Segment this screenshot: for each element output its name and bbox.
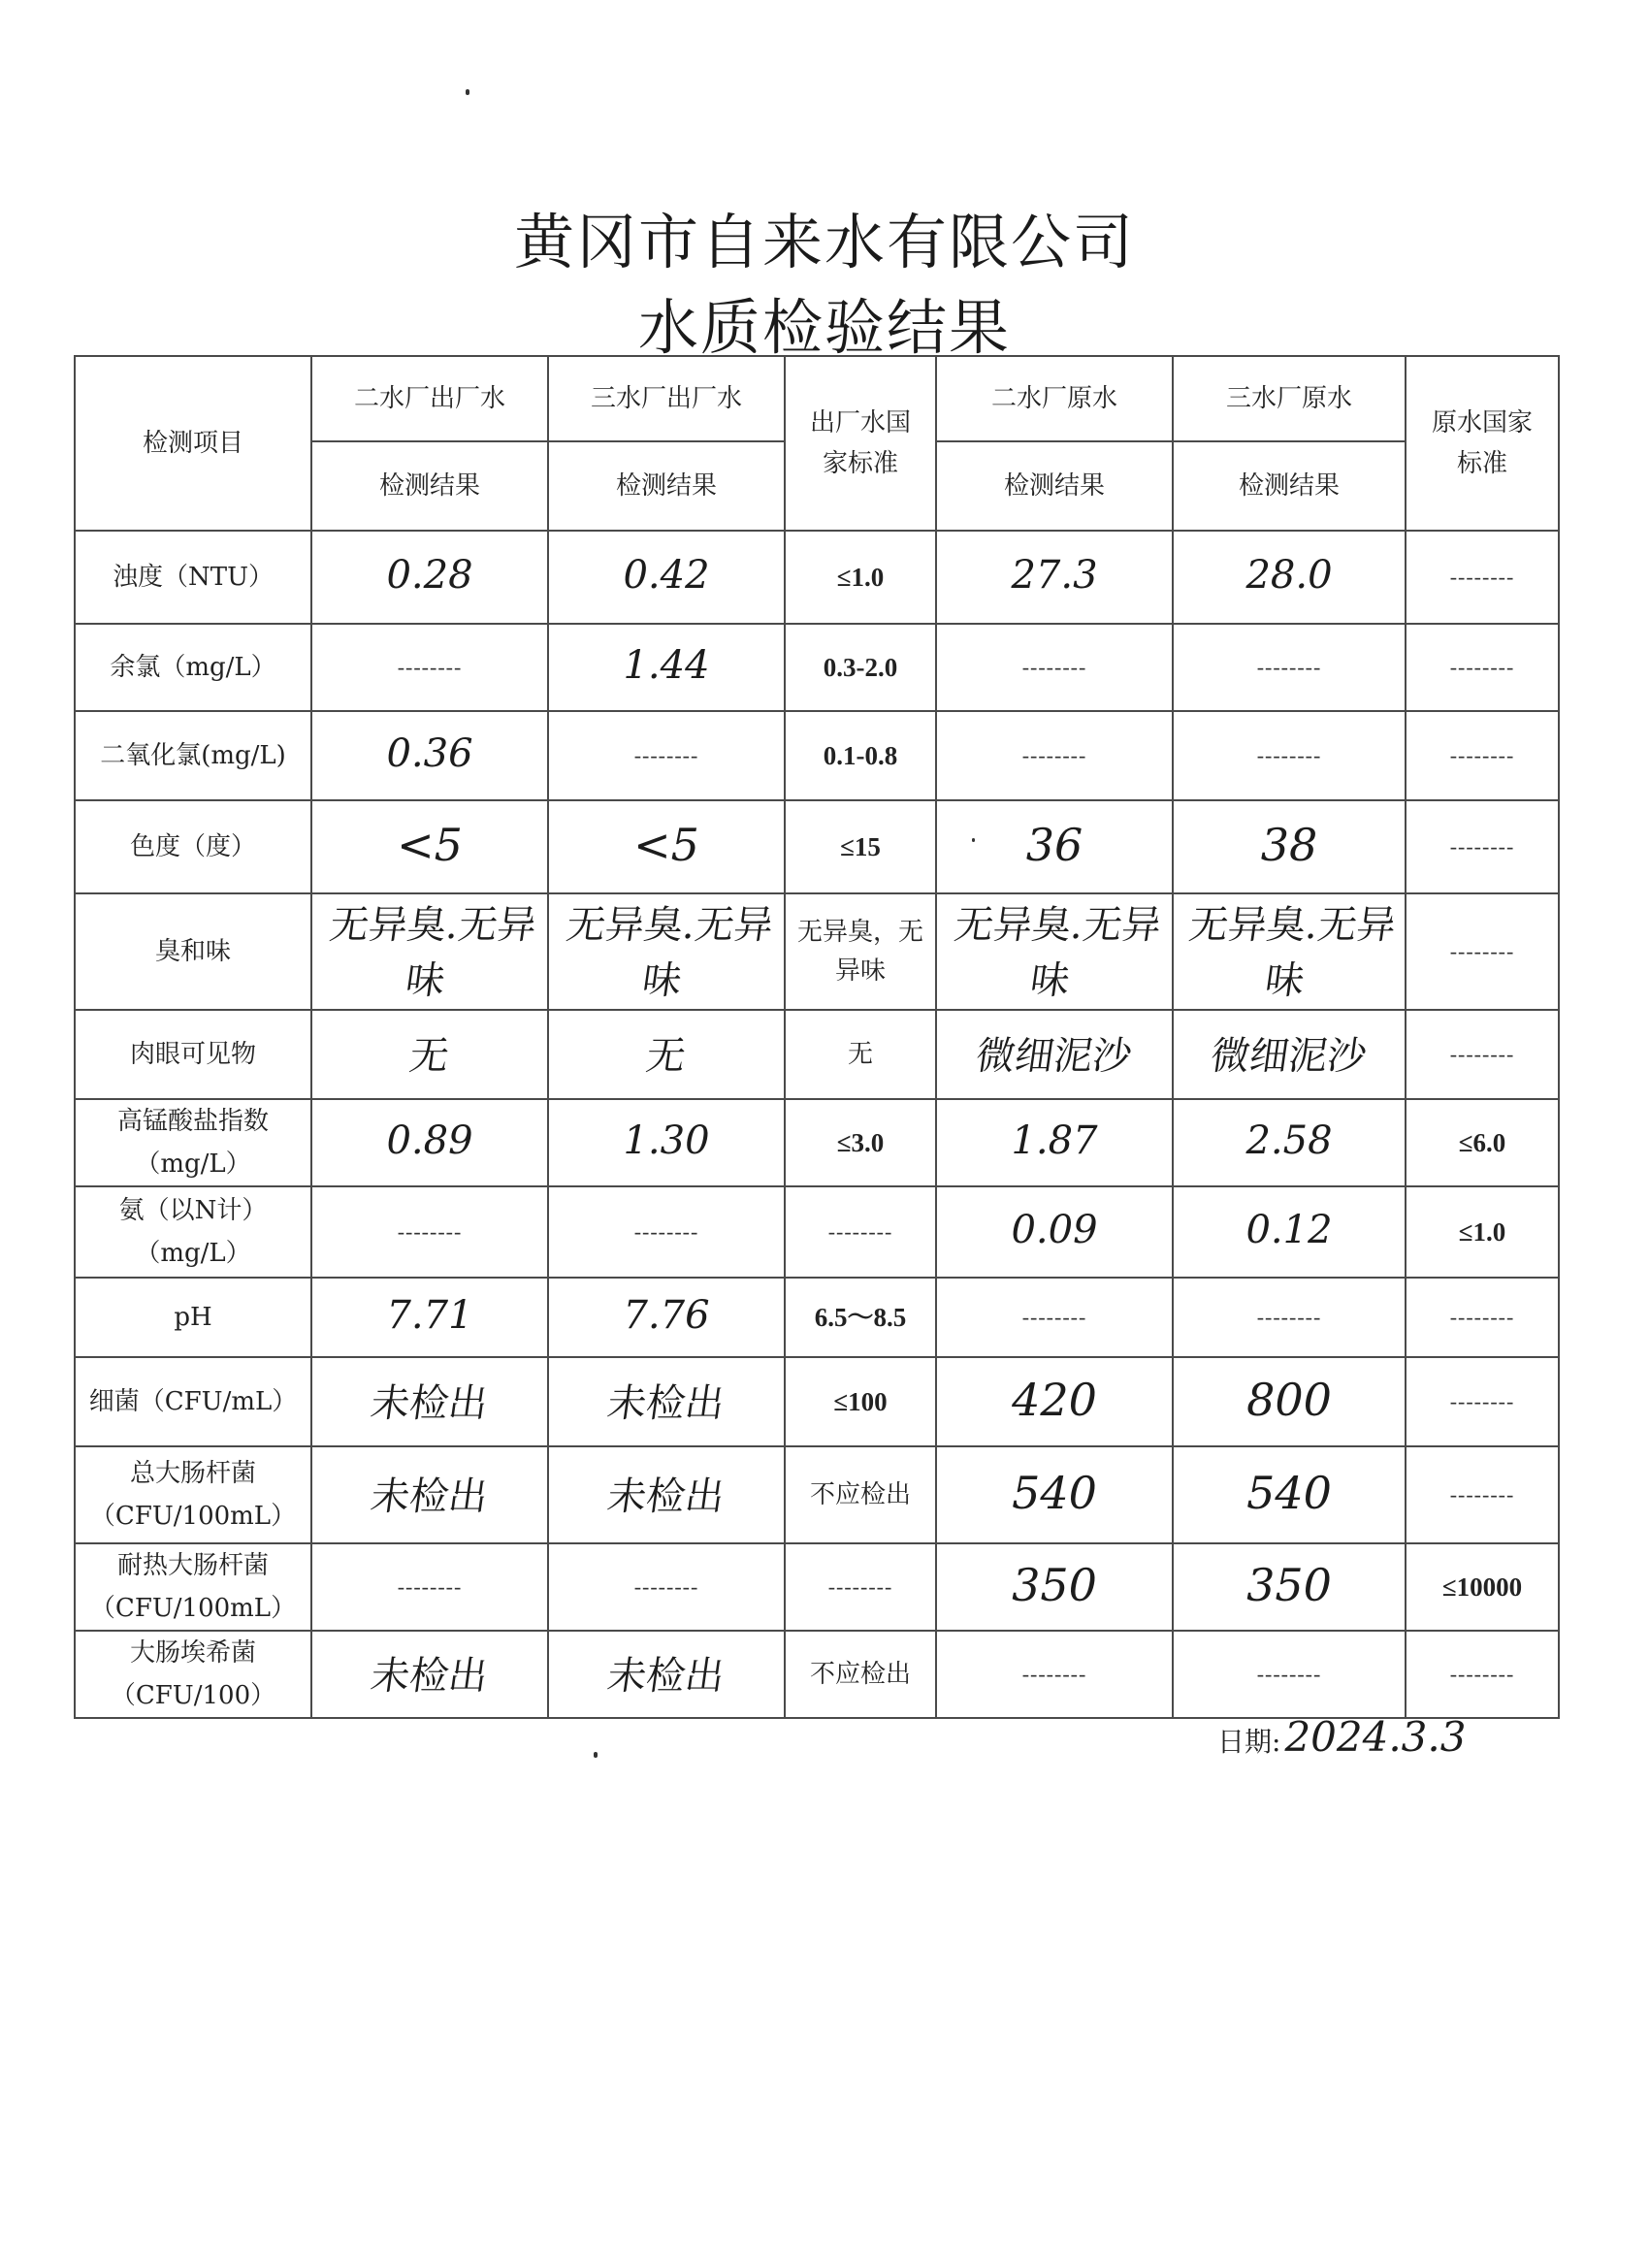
item-label: 臭和味 [154, 937, 231, 966]
cell-p3-raw [1173, 624, 1406, 711]
cell-raw-std [1406, 1357, 1559, 1446]
item-label: 肉眼可见物 [129, 1040, 256, 1069]
handwritten-result: 未检出 [368, 1380, 491, 1426]
table-row [75, 711, 1559, 800]
empty-value: -------- [1256, 1662, 1322, 1686]
handwritten-result: 0.42 [623, 553, 710, 598]
cell-p2-out [311, 1278, 548, 1357]
item-label: 色度（度） [129, 832, 256, 861]
scan-speck [594, 1752, 598, 1758]
empty-value: -------- [1449, 1662, 1515, 1686]
cell-p2-out [311, 1099, 548, 1186]
cell-p3-raw [1173, 1357, 1406, 1446]
cell-p3-raw [1173, 1099, 1406, 1186]
handwritten-result: 0.36 [386, 731, 473, 776]
handwritten-result: 27.3 [1011, 553, 1098, 598]
handwritten-result: 未检出 [368, 1474, 491, 1519]
standard-value: 0.3-2.0 [823, 653, 898, 682]
cell-p3-out [548, 1631, 785, 1718]
handwritten-result: 0.09 [1011, 1208, 1098, 1252]
cell-p2-out [311, 1631, 548, 1718]
standard-value: ≤6.0 [1458, 1128, 1506, 1157]
handwritten-result: 350 [1012, 1559, 1097, 1611]
empty-value: -------- [1021, 1305, 1087, 1329]
empty-value: -------- [1021, 743, 1087, 767]
cell-p2-out [311, 531, 548, 624]
header-item: 检测项目 [75, 356, 311, 531]
cell-out-std [785, 531, 936, 624]
standard-value: 无 [847, 1040, 873, 1069]
date-label: 日期: [1217, 1726, 1281, 1758]
handwritten-result: 未检出 [368, 1653, 491, 1699]
handwritten-result: 28.0 [1245, 553, 1333, 598]
empty-value: -------- [1449, 655, 1515, 679]
cell-p2-out [311, 1543, 548, 1631]
handwritten-result: 微细泥沙 [1208, 1033, 1370, 1079]
cell-out-std [785, 1278, 936, 1357]
item-label: pH [174, 1303, 212, 1332]
cell-p3-out [548, 1278, 785, 1357]
handwritten-result: 微细泥沙 [973, 1033, 1135, 1079]
cell-p2-raw [936, 1099, 1173, 1186]
cell-out-std [785, 1543, 936, 1631]
table-row [75, 1010, 1559, 1099]
item-label: 二氧化氯(mg/L) [100, 741, 286, 770]
item-label: 氨（以N计）（mg/L） [118, 1196, 268, 1268]
scan-speck [972, 838, 975, 842]
cell-raw-std [1406, 1099, 1559, 1186]
header-plant3-raw: 三水厂原水 [1173, 356, 1406, 441]
table-row [75, 1099, 1559, 1186]
cell-p2-out [311, 1010, 548, 1099]
cell-p2-out [311, 800, 548, 893]
handwritten-result: 0.12 [1245, 1208, 1333, 1252]
standard-value: 0.1-0.8 [823, 741, 898, 770]
handwritten-result: 0.89 [386, 1118, 473, 1163]
cell-raw-std [1406, 624, 1559, 711]
cell-p3-out [548, 531, 785, 624]
subheader-result: 检测结果 [1173, 441, 1406, 531]
cell-item [75, 1186, 311, 1278]
empty-value: -------- [1449, 939, 1515, 963]
item-label: 细菌（CFU/mL） [88, 1387, 298, 1416]
cell-item [75, 624, 311, 711]
cell-p2-raw [936, 1446, 1173, 1543]
cell-p3-out [548, 893, 785, 1010]
header-out-standard: 出厂水国家标准 [785, 356, 936, 531]
table-row [75, 1186, 1559, 1278]
cell-p2-raw [936, 1186, 1173, 1278]
table-row [75, 1357, 1559, 1446]
cell-p3-out [548, 711, 785, 800]
cell-p3-raw [1173, 1631, 1406, 1718]
company-title: 黄冈市自来水有限公司 [513, 207, 1135, 277]
handwritten-result: <5 [397, 819, 463, 871]
cell-p3-out [548, 624, 785, 711]
table-row [75, 1278, 1559, 1357]
empty-value: -------- [1449, 1305, 1515, 1329]
handwritten-result: 7.76 [623, 1293, 710, 1338]
standard-value: ≤100 [833, 1387, 888, 1416]
empty-value: -------- [1021, 655, 1087, 679]
empty-value: -------- [1449, 743, 1515, 767]
cell-p3-raw [1173, 893, 1406, 1010]
cell-item [75, 893, 311, 1010]
cell-item [75, 1099, 311, 1186]
subheader-result: 检测结果 [936, 441, 1173, 531]
table-row [75, 531, 1559, 624]
header-plant2-raw: 二水厂原水 [936, 356, 1173, 441]
cell-p2-raw [936, 1357, 1173, 1446]
handwritten-result: 2.58 [1245, 1118, 1333, 1163]
table-row [75, 1543, 1559, 1631]
subheader-result: 检测结果 [548, 441, 785, 531]
cell-raw-std [1406, 1010, 1559, 1099]
cell-out-std [785, 1099, 936, 1186]
cell-p3-out [548, 1010, 785, 1099]
cell-p2-raw [936, 800, 1173, 893]
empty-value: -------- [1256, 1305, 1322, 1329]
cell-raw-std [1406, 1631, 1559, 1718]
date-value: 2024.3.3 [1284, 1713, 1467, 1761]
subheader-result: 检测结果 [311, 441, 548, 531]
handwritten-result: 无异臭.无异味 [326, 903, 540, 1003]
table-row [75, 1446, 1559, 1543]
cell-p2-raw [936, 1278, 1173, 1357]
cell-p3-raw [1173, 1543, 1406, 1631]
cell-p3-raw [1173, 1186, 1406, 1278]
empty-value: -------- [1449, 834, 1515, 859]
cell-p2-out [311, 624, 548, 711]
item-label: 余氯（mg/L） [110, 653, 276, 682]
empty-value: -------- [397, 655, 463, 679]
cell-p3-out [548, 1099, 785, 1186]
handwritten-result: 1.87 [1011, 1118, 1098, 1163]
cell-p2-raw [936, 893, 1173, 1010]
cell-p3-out [548, 1446, 785, 1543]
cell-p2-raw [936, 1010, 1173, 1099]
cell-p2-raw [936, 531, 1173, 624]
empty-value: -------- [1256, 743, 1322, 767]
cell-p2-raw [936, 624, 1173, 711]
handwritten-result: 800 [1246, 1374, 1332, 1426]
handwritten-result: <5 [633, 819, 699, 871]
item-label: 大肠埃希菌（CFU/100） [110, 1638, 276, 1710]
standard-value: ≤15 [840, 832, 881, 861]
cell-out-std [785, 1010, 936, 1099]
cell-item [75, 1357, 311, 1446]
cell-p3-out [548, 1357, 785, 1446]
cell-raw-std [1406, 1186, 1559, 1278]
empty-value: -------- [1021, 1662, 1087, 1686]
standard-value: ≤1.0 [1458, 1217, 1506, 1247]
handwritten-result: 1.30 [623, 1118, 710, 1163]
cell-raw-std [1406, 711, 1559, 800]
cell-item [75, 1631, 311, 1718]
water-quality-table [74, 355, 1560, 1719]
empty-value: -------- [633, 743, 699, 767]
handwritten-result: 350 [1246, 1559, 1332, 1611]
cell-raw-std [1406, 531, 1559, 624]
header-plant2-out: 二水厂出厂水 [311, 356, 548, 441]
empty-value: -------- [827, 1574, 893, 1599]
handwritten-result: 无异臭.无异味 [1185, 903, 1400, 1003]
cell-out-std [785, 893, 936, 1010]
handwritten-result: 未检出 [604, 1380, 728, 1426]
empty-value: -------- [1449, 1042, 1515, 1066]
header-plant3-out: 三水厂出厂水 [548, 356, 785, 441]
cell-p2-raw [936, 711, 1173, 800]
table-row [75, 1631, 1559, 1718]
cell-p2-raw [936, 1543, 1173, 1631]
handwritten-result: 无 [643, 1033, 689, 1079]
handwritten-result: 1.44 [623, 643, 710, 688]
standard-value: 不应检出 [809, 1660, 911, 1689]
cell-out-std [785, 624, 936, 711]
cell-out-std [785, 1357, 936, 1446]
handwritten-result: 未检出 [604, 1653, 728, 1699]
cell-p2-out [311, 1446, 548, 1543]
cell-item [75, 800, 311, 893]
item-label: 浊度（NTU） [112, 563, 274, 592]
cell-p3-raw [1173, 531, 1406, 624]
handwritten-result: 无异臭.无异味 [563, 903, 777, 1003]
standard-value: ≤3.0 [836, 1128, 885, 1157]
cell-p2-out [311, 1186, 548, 1278]
item-label: 高锰酸盐指数（mg/L） [116, 1107, 269, 1179]
cell-raw-std [1406, 800, 1559, 893]
header-raw-standard: 原水国家标准 [1406, 356, 1559, 531]
cell-item [75, 1543, 311, 1631]
cell-p3-raw [1173, 711, 1406, 800]
cell-item [75, 1010, 311, 1099]
cell-p2-out [311, 1357, 548, 1446]
empty-value: -------- [397, 1219, 463, 1244]
handwritten-result: 7.71 [386, 1293, 473, 1338]
handwritten-result: 0.28 [386, 553, 473, 598]
empty-value: -------- [397, 1574, 463, 1599]
empty-value: -------- [633, 1219, 699, 1244]
table-row [75, 893, 1559, 1010]
item-label: 总大肠杆菌（CFU/100mL） [89, 1459, 297, 1531]
handwritten-result: 36 [1025, 819, 1083, 871]
cell-p3-raw [1173, 800, 1406, 893]
empty-value: -------- [1449, 1482, 1515, 1507]
empty-value: -------- [1256, 655, 1322, 679]
standard-value: ≤10000 [1441, 1572, 1523, 1602]
cell-p2-out [311, 711, 548, 800]
cell-raw-std [1406, 1278, 1559, 1357]
scan-speck [466, 89, 469, 95]
cell-out-std [785, 1631, 936, 1718]
cell-out-std [785, 800, 936, 893]
table-row [75, 624, 1559, 711]
empty-value: -------- [1449, 1389, 1515, 1413]
cell-p3-raw [1173, 1278, 1406, 1357]
cell-p2-raw [936, 1631, 1173, 1718]
cell-item [75, 531, 311, 624]
cell-out-std [785, 1446, 936, 1543]
cell-raw-std [1406, 1446, 1559, 1543]
item-label: 耐热大肠杆菌（CFU/100mL） [89, 1551, 297, 1623]
cell-raw-std [1406, 1543, 1559, 1631]
standard-value: 不应检出 [809, 1480, 911, 1509]
standard-value: ≤1.0 [836, 563, 885, 592]
cell-item [75, 1278, 311, 1357]
cell-p3-out [548, 800, 785, 893]
standard-value: 无异臭，无异味 [796, 918, 923, 986]
handwritten-result: 38 [1260, 819, 1318, 871]
cell-out-std [785, 1186, 936, 1278]
cell-item [75, 711, 311, 800]
cell-p3-out [548, 1186, 785, 1278]
handwritten-result: 420 [1012, 1374, 1097, 1426]
cell-item [75, 1446, 311, 1543]
cell-raw-std [1406, 893, 1559, 1010]
empty-value: -------- [633, 1574, 699, 1599]
handwritten-result: 无异臭.无异味 [951, 903, 1165, 1003]
cell-p3-raw [1173, 1446, 1406, 1543]
cell-p3-out [548, 1543, 785, 1631]
cell-out-std [785, 711, 936, 800]
cell-p2-out [311, 893, 548, 1010]
report-title: 水质检验结果 [637, 292, 1011, 363]
empty-value: -------- [827, 1219, 893, 1244]
cell-p3-raw [1173, 1010, 1406, 1099]
standard-value: 6.5～8.5 [814, 1303, 907, 1332]
table-row [75, 800, 1559, 893]
handwritten-result: 无 [406, 1033, 452, 1079]
handwritten-result: 540 [1012, 1467, 1097, 1519]
empty-value: -------- [1449, 565, 1515, 589]
handwritten-result: 未检出 [604, 1474, 728, 1519]
handwritten-result: 540 [1246, 1467, 1332, 1519]
report-date [1217, 1713, 1466, 1761]
